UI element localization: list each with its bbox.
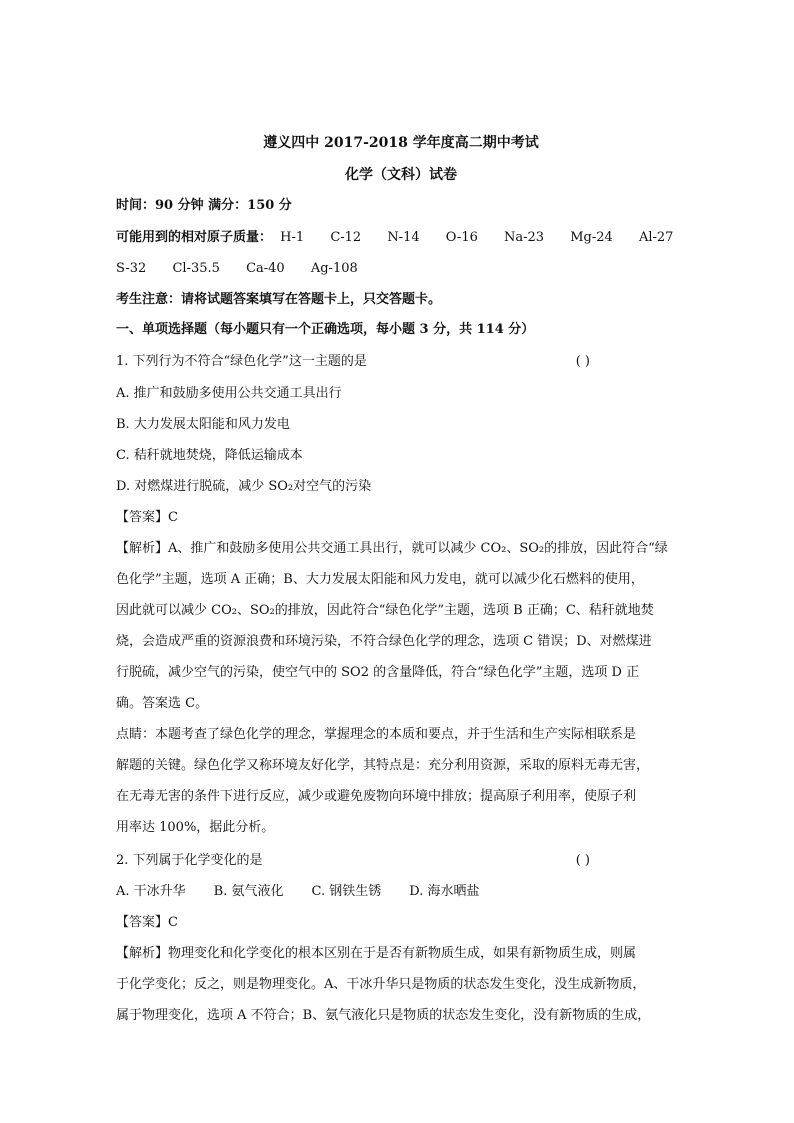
answer-bracket: ( ) [575,853,590,868]
atomic-mass-item: Na-23 [504,230,545,245]
question-2-option-a: A. 干冰升华 [116,884,186,899]
question-1-option-d: D. 对燃煤进行脱硫，减少 SO₂对空气的污染 [116,479,372,494]
question-2-analysis-line: 于化学变化；反之，则是物理变化。A、干冰升华只是物质的状态发生变化，没生成新物质， [116,977,646,992]
question-1-analysis-line: 确。答案选 C。 [116,696,209,711]
question-2-stem [116,851,686,871]
section-title: 一、单项选择题（每小题只有一个正确选项，每小题 3 分，共 114 分） [116,322,535,337]
atomic-mass-item: Mg-24 [570,230,613,245]
question-1-answer: 【答案】C [116,510,178,525]
atomic-mass-item: Ag-108 [310,261,358,276]
question-1-option-c: C. 秸秆就地焚烧，降低运输成本 [116,448,303,463]
question-1-analysis-line: 【解析】A、推广和鼓励多使用公共交通工具出行，就可以减少 CO₂、SO₂的排放，因此符合“绿 [116,541,668,556]
atomic-mass-line-1 [116,228,686,248]
question-stem-text: 1. 下列行为不符合“绿色化学”这一主题的是 [116,354,367,369]
atomic-mass-line-2 [116,259,686,279]
atomic-mass-item: H-1 [280,230,305,245]
question-2-option-b: B. 氨气液化 [213,884,284,899]
question-1-stem [116,352,686,372]
question-stem-text: 2. 下列属于化学变化的是 [116,853,263,868]
atomic-mass-item: Al-27 [638,230,674,245]
question-2-option-c: C. 钢铁生锈 [311,884,382,899]
exam-subtitle: 化学（文科）试卷 [345,167,457,183]
atomic-mass-item: Cl-35.5 [172,261,220,276]
exam-title: 遵义四中 2017-2018 学年度高二期中考试 [263,135,539,151]
question-1-comment-line: 解题的关键。绿色化学又称环境友好化学，其特点是：充分利用资源，采取的原料无毒无害， [116,758,650,773]
question-2-analysis-line: 属于物理变化，选项 A 不符合；B、氨气液化只是物质的状态发生变化，没有新物质的生成， [116,1008,651,1023]
atomic-mass-item: O-16 [445,230,478,245]
question-1-option-b: B. 大力发展太阳能和风力发电 [116,417,290,432]
atomic-mass-item: C-12 [330,230,362,245]
question-1-analysis-line: 色化学”主题，选项 A 正确；B、大力发展太阳能和风力发电，就可以减少化石燃料的使用， [116,572,644,587]
exam-notice: 考生注意：请将试题答案填写在答题卡上，只交答题卡。 [116,292,442,307]
question-2-option-d: D. 海水晒盐 [409,884,480,899]
answer-bracket: ( ) [575,354,590,369]
question-2-options [116,882,686,902]
question-1-comment-line: 在无毒无害的条件下进行反应，减少或避免废物向环境中排放；提高原子利用率，使原子利 [116,789,637,804]
question-1-analysis-line: 行脱硫，减少空气的污染，使空气中的 SO2 的含量降低，符合“绿色化学”主题，选项 D 正 [116,665,640,680]
question-1-comment-line: 用率达 100%，据此分析。 [116,820,275,835]
question-1-analysis-line: 烧，会造成严重的资源浪费和环境污染，不符合绿色化学的理念，选项 C 错误；D、对燃煤进 [116,634,652,649]
question-1-comment-line: 点睛：本题考查了绿色化学的理念，掌握理念的本质和要点，并于生活和生产实际相联系是 [116,727,637,742]
atomic-mass-item: N-14 [387,230,420,245]
atomic-mass-item: Ca-40 [246,261,285,276]
question-1-option-a: A. 推广和鼓励多使用公共交通工具出行 [116,386,342,401]
question-1-analysis-line: 因此就可以减少 CO₂、SO₂的排放，因此符合“绿色化学”主题，选项 B 正确；C、秸秆就地焚 [116,603,654,618]
atomic-mass-item: S-32 [116,261,147,276]
time-score-info: 时间：90 分钟 满分：150 分 [116,198,292,213]
atomic-mass-label: 可能用到的相对原子质量： [116,230,273,245]
question-2-answer: 【答案】C [116,915,178,930]
question-2-analysis-line: 【解析】物理变化和化学变化的根本区别在于是否有新物质生成，如果有新物质生成，则属 [116,946,637,961]
